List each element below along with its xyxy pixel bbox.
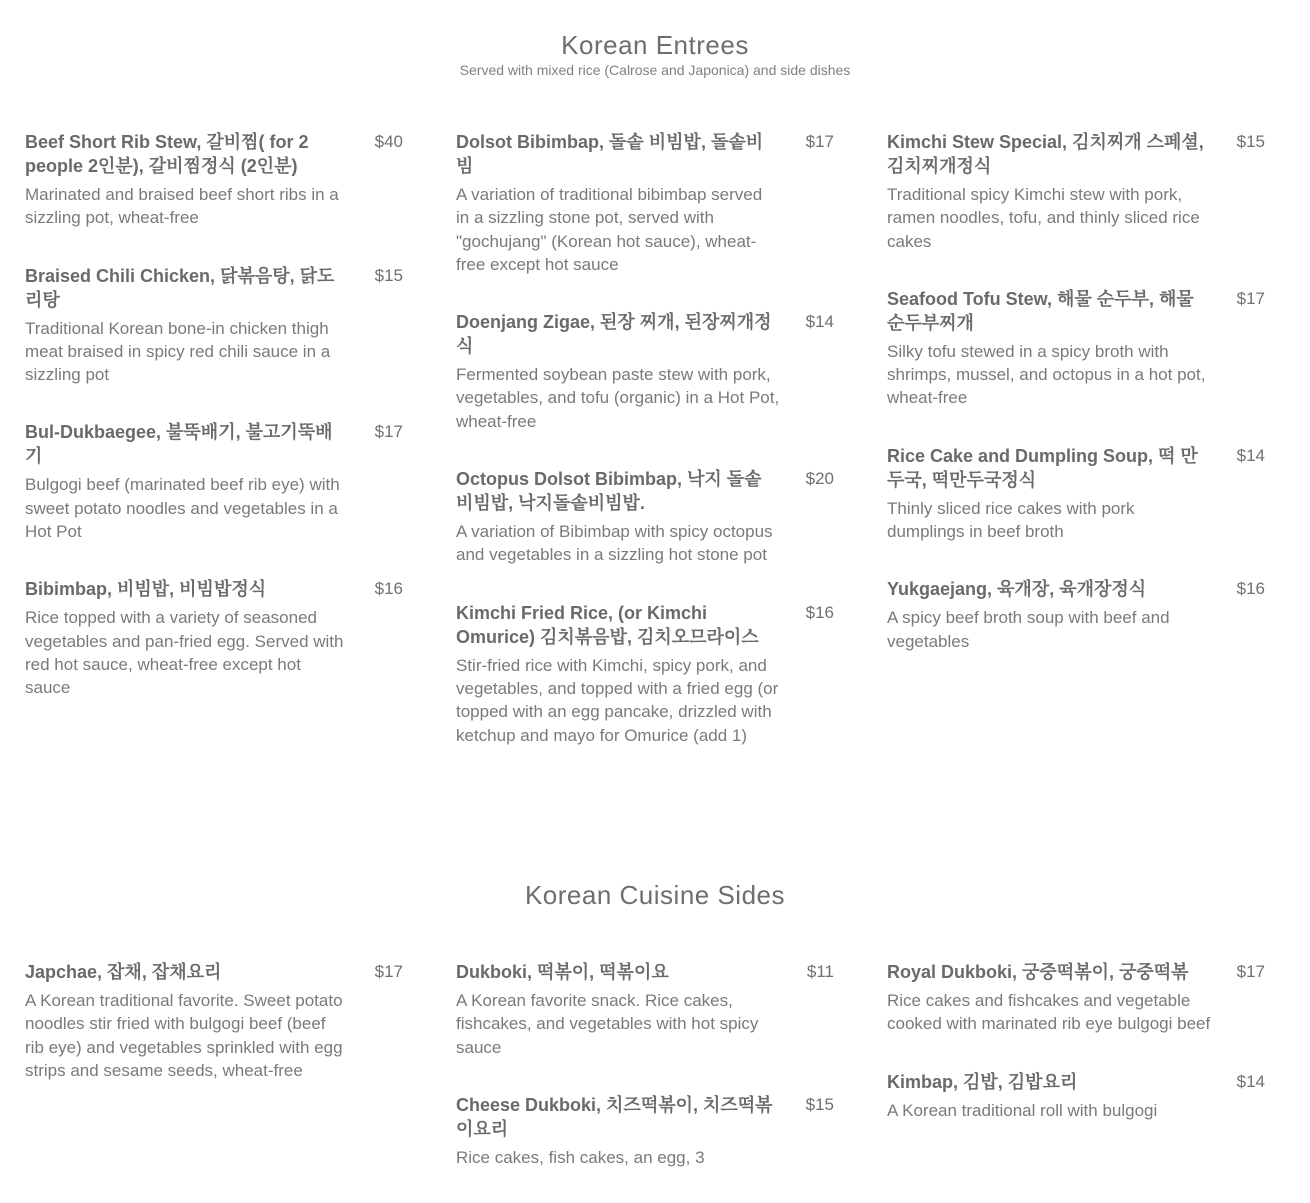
menu-item xyxy=(25,264,403,387)
menu-item-price: $16 xyxy=(1236,579,1265,599)
menu-item-header xyxy=(25,130,403,178)
menu-item-description: Rice cakes and fishcakes and vegetable cooked with marinated rib eye bulgogi beef xyxy=(887,991,1211,1034)
menu-item-header xyxy=(25,264,403,312)
menu-item-price: $14 xyxy=(1236,445,1265,465)
menu-item-header xyxy=(456,310,834,358)
menu-item-price: $14 xyxy=(805,312,834,332)
menu-item-header xyxy=(456,960,834,984)
menu-item xyxy=(456,130,834,276)
menu-item-name: Braised Chili Chicken, 닭볶음탕, 닭도리탕 xyxy=(25,265,335,310)
menu-item xyxy=(456,310,834,433)
menu-item-name: Bul-Dukbaegee, 불뚝배기, 불고기뚝배기 xyxy=(25,422,333,467)
menu-item xyxy=(25,130,403,230)
menu-item-description: A Korean traditional favorite. Sweet potato noodles stir fried with bulgogi beef (beef rib eye) and vegetables sprinkled with egg strips and sesame seeds, wheat-free xyxy=(25,991,343,1080)
menu-item-description: Rice cakes, fish cakes, an egg, 3 xyxy=(456,1147,705,1167)
menu-item-price: $11 xyxy=(806,962,834,981)
menu-item-header xyxy=(456,467,834,515)
menu-item xyxy=(456,467,834,567)
sides-section xyxy=(0,878,1310,1167)
menu-item-header xyxy=(887,444,1265,492)
menu-item-name: Rice Cake and Dumpling Soup, 떡 만두국, 떡만두국정식 xyxy=(887,445,1198,490)
menu-item-name: Japchae, 잡채, 잡채요리 xyxy=(25,962,222,982)
menu-item-price: $15 xyxy=(1236,132,1265,151)
menu-item-description: Silky tofu stewed in a spicy broth with shrimps, mussel, and octopus in a hot pot, wheat-free xyxy=(887,341,1206,408)
menu-item-price: $16 xyxy=(805,602,834,622)
menu-column xyxy=(25,130,403,734)
menu-item-description: Stir-fried rice with Kimchi, spicy pork, and vegetables, and topped with a fried egg (or topped with an egg pancake, drizzled with ketchup and mayo for Omurice (add 1) xyxy=(456,655,779,745)
menu-item-header xyxy=(887,577,1265,601)
menu-item xyxy=(456,601,834,747)
menu-item-price: $40 xyxy=(374,132,403,151)
menu-column xyxy=(887,960,1265,1156)
menu-item-name: Octopus Dolsot Bibimbap, 낙지 돌솥 비빔밥, 낙지돌솥비빔밥. xyxy=(456,469,762,514)
menu-item xyxy=(25,577,403,699)
menu-item-price: $16 xyxy=(374,579,403,599)
menu-item-price: $17 xyxy=(374,422,403,442)
menu-item xyxy=(456,1093,834,1169)
menu-item xyxy=(887,960,1265,1036)
menu-item-description: A variation of Bibimbap with spicy octopus and vegetables in a sizzling hot stone pot xyxy=(456,522,773,565)
menu-item-description: A Korean favorite snack. Rice cakes, fishcakes, and vegetables with hot spicy sauce xyxy=(456,991,759,1057)
menu-item-description: Rice topped with a variety of seasoned vegetables and pan-fried egg. Served with red hot sauce, wheat-free except hot sauce xyxy=(25,608,344,698)
menu-item-name: Seafood Tofu Stew, 해물 순두부, 해물순두부찌개 xyxy=(887,288,1194,333)
menu-item-price: $15 xyxy=(805,1094,834,1114)
section-subtitle: Served with mixed rice (Calrose and Japonica) and side dishes xyxy=(459,62,851,78)
menu-item-name: Dukboki, 떡볶이, 떡볶이요 xyxy=(456,962,669,982)
menu-item-description: A spicy beef broth soup with beef and vegetables xyxy=(887,608,1170,651)
menu-item-name: Kimchi Stew Special, 김치찌개 스페셜, 김치찌개정식 xyxy=(887,132,1204,176)
menu-item-name: Kimbap, 김밥, 김밥요리 xyxy=(887,1071,1078,1092)
menu-item-name: Beef Short Rib Stew, 갈비찜( for 2 people 2인분), 갈비찜정식 (2인분) xyxy=(25,132,309,176)
menu-item-header xyxy=(456,601,834,649)
menu-item-header xyxy=(887,1070,1265,1094)
menu-item-description: Marinated and braised beef short ribs in a sizzling pot, wheat-free xyxy=(25,185,339,228)
menu-item-header xyxy=(25,960,403,984)
menu-item-header xyxy=(887,130,1265,178)
menu-item xyxy=(887,577,1265,653)
menu-item-price: $17 xyxy=(1236,288,1265,308)
menu-item-description: Traditional spicy Kimchi stew with pork, ramen noodles, tofu, and thinly sliced rice cakes xyxy=(887,185,1200,251)
menu-item xyxy=(456,960,834,1059)
menu-item-header xyxy=(456,1093,834,1141)
menu-item-name: Doenjang Zigae, 된장 찌개, 된장찌개정식 xyxy=(456,312,772,357)
menu-item-description: Thinly sliced rice cakes with pork dumplings in beef broth xyxy=(887,498,1135,542)
menu-column xyxy=(456,960,834,1203)
menu-item-header xyxy=(887,287,1265,335)
menu-item xyxy=(887,1070,1265,1122)
menu-item-description: Traditional Korean bone-in chicken thigh meat braised in spicy red chili sauce in a sizzling pot xyxy=(25,318,331,385)
menu-item-header xyxy=(456,130,834,178)
menu-item xyxy=(887,287,1265,410)
menu-item-name: Cheese Dukboki, 치즈떡볶이, 치즈떡볶이요리 xyxy=(456,1094,773,1139)
menu-item-price: $20 xyxy=(805,469,834,489)
menu-column xyxy=(887,130,1265,687)
menu-item-name: Yukgaejang, 육개장, 육개장정식 xyxy=(887,579,1147,600)
section-title: Korean Entrees xyxy=(561,30,749,60)
menu-item xyxy=(887,444,1265,544)
menu-item-description: Bulgogi beef (marinated beef rib eye) with sweet potato noodles and vegetables in a Hot Pot xyxy=(25,475,340,542)
menu-item-name: Kimchi Fried Rice, (or Kimchi Omurice) 김치볶음밥, 김치오므라이스 xyxy=(456,602,759,647)
menu-item-header xyxy=(25,420,403,468)
entrees-section xyxy=(0,28,1310,745)
menu-item-description: Fermented soybean paste stew with pork, vegetables, and tofu (organic) in a Hot Pot, wheat-free xyxy=(456,365,780,431)
menu-item xyxy=(887,130,1265,253)
menu-item-price: $17 xyxy=(374,962,403,981)
menu-column xyxy=(25,960,403,1116)
menu-item-header xyxy=(25,577,403,601)
menu-item-price: $14 xyxy=(1236,1071,1265,1091)
section-title: Korean Cuisine Sides xyxy=(524,880,786,910)
menu-item xyxy=(25,420,403,543)
menu-item-price: $17 xyxy=(805,132,834,151)
menu-item-price: $17 xyxy=(1236,962,1265,981)
menu-item-name: Dolsot Bibimbap, 돌솥 비빔밥, 돌솥비빔 xyxy=(456,132,764,176)
menu-item-description: A variation of traditional bibimbap served in a sizzling stone pot, served with "gochujang" (Korean hot sauce), wheat-free except hot sauce xyxy=(456,185,763,274)
menu-item-header xyxy=(887,960,1265,984)
menu-item-description: A Korean traditional roll with bulgogi xyxy=(887,1100,1158,1120)
menu-column xyxy=(456,130,834,781)
menu-item-name: Royal Dukboki, 궁중떡볶이, 궁중떡볶 xyxy=(887,962,1189,982)
menu-item-price: $15 xyxy=(374,265,403,285)
menu-item xyxy=(25,960,403,1082)
menu-item-name: Bibimbap, 비빔밥, 비빔밥정식 xyxy=(25,579,267,600)
